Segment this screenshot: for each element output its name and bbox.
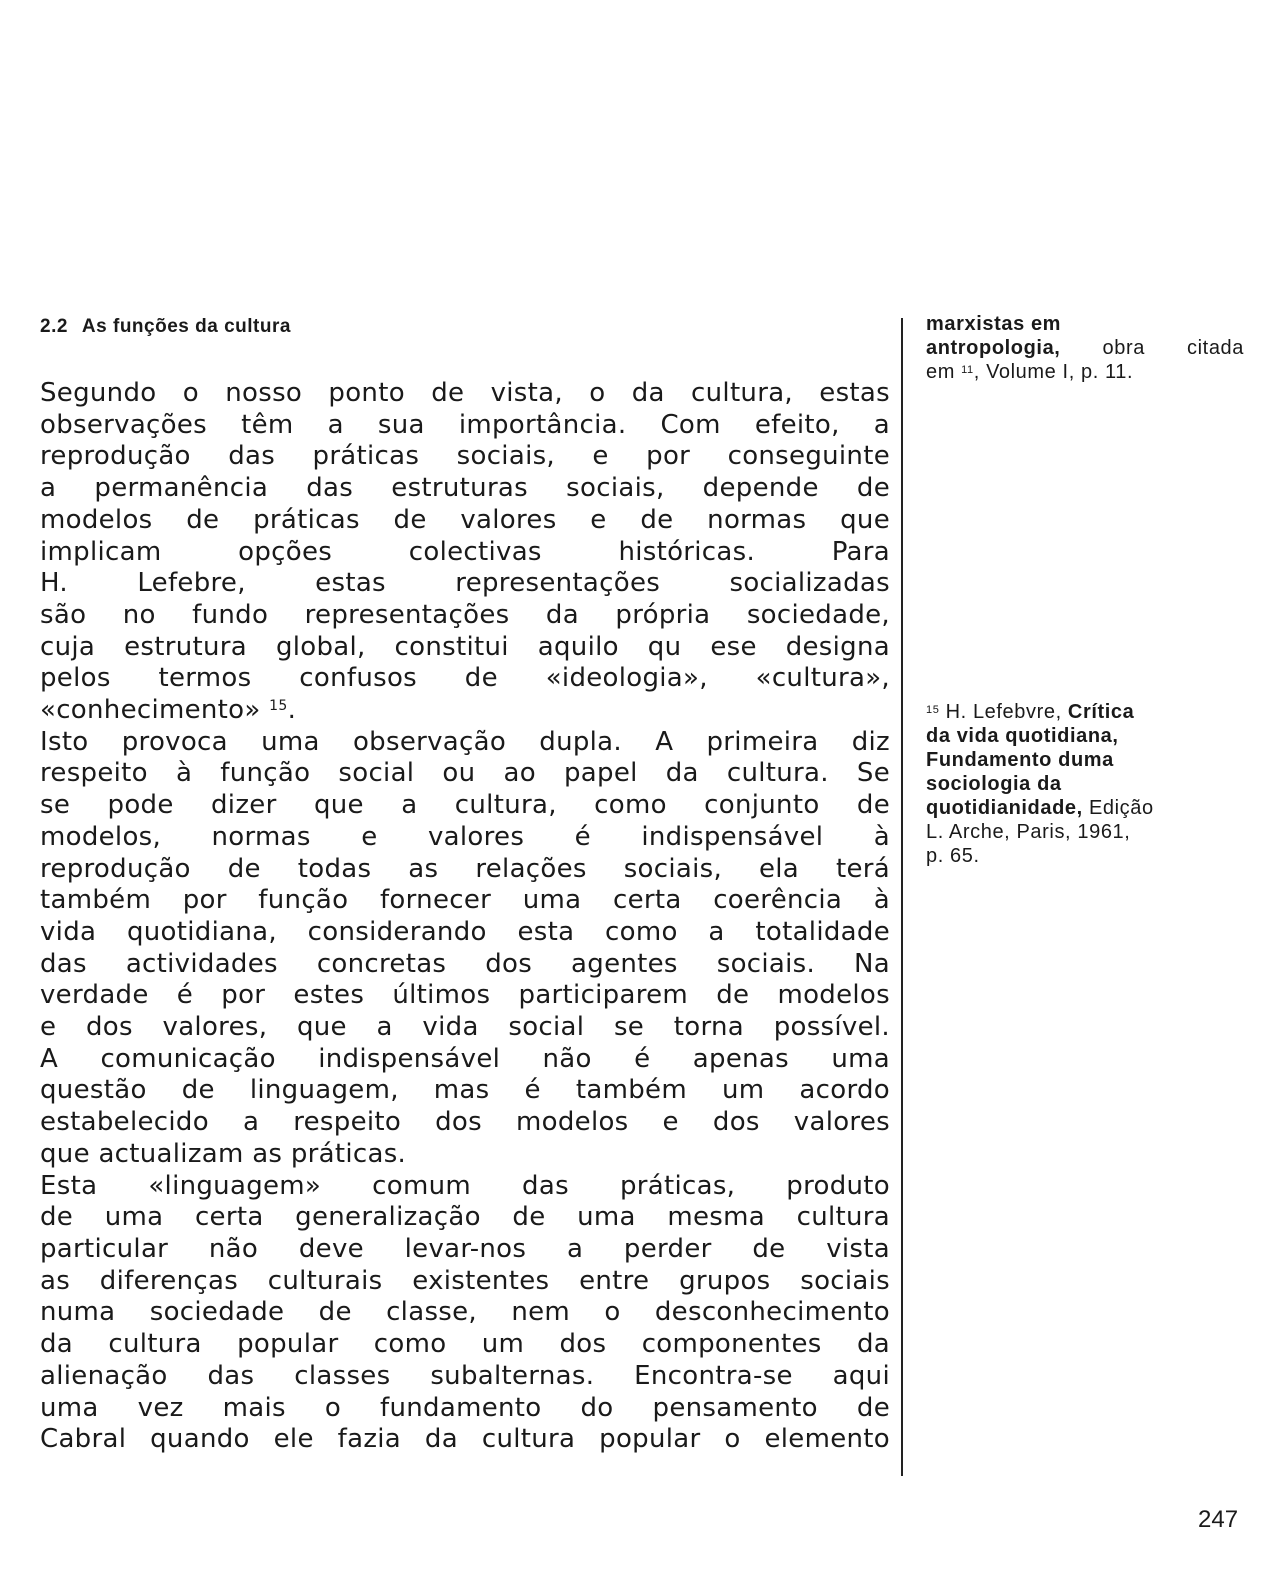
body-line: também por função fornecer uma certa coerência à [40,885,890,916]
note-line [926,360,1244,384]
body-line: se pode dizer que a cultura, como conjunto de [40,790,890,821]
footnote-ref-suffix: . [287,695,297,726]
note-line [926,748,1244,772]
body-line: observações têm a sua importância. Com efeito, a [40,409,890,440]
note-edition: Edição [1082,797,1154,819]
body-line: que actualizam as práticas. [40,1138,407,1169]
body-line: vida quotidiana, considerando esta como a totalidade [40,916,890,947]
body-line: pelos termos confusos de «ideologia», «cultura», [40,663,890,694]
section-heading [40,316,291,338]
note-line [926,312,1244,336]
note-line [926,796,1244,820]
body-line: particular não deve levar-nos a perder de vista [40,1233,890,1264]
body-line: respeito à função social ou ao papel da cultura. Se [40,758,890,789]
page-number: 247 [1198,1506,1239,1533]
body-line: verdade é por estes últimos participarem de modelos [40,980,890,1011]
margin-divider [901,318,903,1476]
body-line: questão de linguagem, mas é também um acordo [40,1075,890,1106]
note-text: obra citada [1060,337,1244,359]
body-line-text: «conhecimento» [40,695,270,726]
body-line: Esta «linguagem» comum das práticas, produto [40,1170,890,1201]
body-line: estabelecido a respeito dos modelos e dos valores [40,1107,890,1138]
note-line: L. Arche, Paris, 1961, [926,821,1131,843]
note-text: , Volume I, p. 11. [973,361,1134,383]
note-title: Fundamento duma [926,749,1114,771]
margin-note-15 [926,700,1244,868]
body-line: da cultura popular como um dos componentes da [40,1329,890,1360]
body-line: Isto provoca uma observação dupla. A primeira diz [40,726,890,757]
body-line: Cabral quando ele fazia da cultura popular o elemento [40,1424,890,1455]
body-line: H. Lefebre, estas representações socializadas [40,568,890,599]
note-author: H. Lefebvre, [939,701,1068,723]
section-number: 2.2 [40,316,68,337]
note-title: da vida quotidiana, [926,725,1119,747]
body-line: e dos valores, que a vida social se torna possível. [40,1012,890,1043]
body-line: A comunicação indispensável não é apenas uma [40,1043,890,1074]
note-line [926,772,1244,796]
body-line: modelos de práticas de valores e de normas que [40,504,890,535]
body-line: alienação das classes subalternas. Encontra-se aqui [40,1360,890,1391]
footnote-ref-11[interactable]: 11 [961,364,974,376]
body-line: as diferenças culturais existentes entre grupos sociais [40,1265,890,1296]
body-line: implicam opções colectivas históricas. Para [40,536,890,567]
note-title: quotidianidade, [926,797,1083,819]
body-line [40,695,890,727]
note-bold-text: antropologia, [926,337,1061,359]
footnote-marker-15: 15 [926,704,940,716]
body-line: de uma certa generalização de uma mesma cultura [40,1202,890,1233]
body-line: das actividades concretas dos agentes sociais. Na [40,948,890,979]
note-bold-text: marxistas em [926,313,1062,335]
note-line [926,336,1244,360]
body-line: modelos, normas e valores é indispensável à [40,821,890,852]
note-title: Crítica [1067,701,1135,723]
note-line [926,724,1244,748]
margin-note-continued [926,312,1244,384]
body-line: cuja estrutura global, constitui aquilo qu ese designa [40,631,890,662]
main-text [40,378,890,1456]
note-title: sociologia da [926,773,1062,795]
body-line: a permanência das estruturas sociais, depende de [40,473,890,504]
body-line: numa sociedade de classe, nem o desconhecimento [40,1297,890,1328]
note-text: em [926,361,962,383]
footnote-ref-15[interactable]: 15 [269,698,288,715]
section-title: As funções da cultura [81,316,291,337]
note-line [926,700,1244,724]
body-line: reprodução de todas as relações sociais, ela terá [40,853,890,884]
body-line: reprodução das práticas sociais, e por conseguinte [40,441,890,472]
body-line: são no fundo representações da própria sociedade, [40,599,890,630]
body-line: uma vez mais o fundamento do pensamento de [40,1392,890,1423]
body-line: Segundo o nosso ponto de vista, o da cultura, estas [40,378,890,408]
note-line: p. 65. [926,845,980,867]
